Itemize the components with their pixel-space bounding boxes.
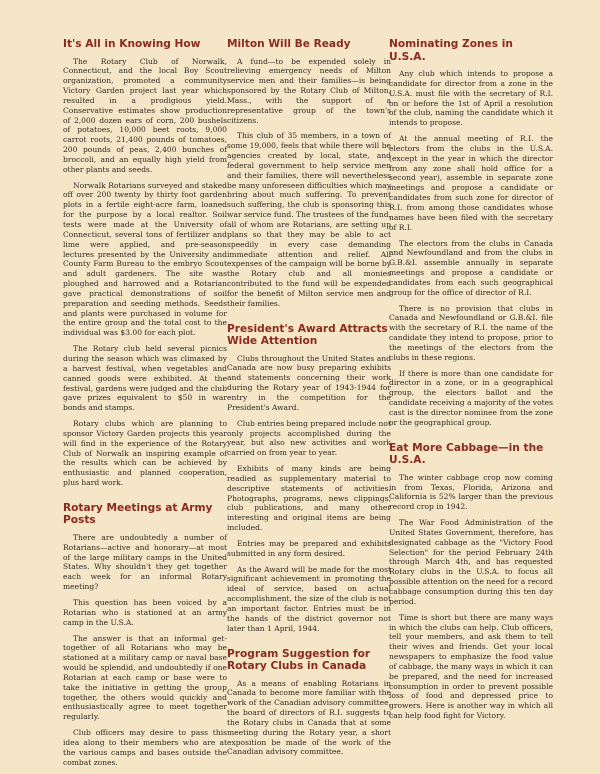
section-title: Eat More Cabbage—in the U.S.A. <box>389 441 544 467</box>
column-middle <box>227 38 391 763</box>
paragraph: Norwalk Rotarians surveyed and staked off over 200 twenty by thirty foot garden plots in a fertile eight-acre farm, loaned for the purpose by a local realtor. Soil tests were made at the University of Connecticut, several tons of fertilizer and lime were applied, and pre-season lectures presented by the University and County Farm Bureau to the embryo Scout and adult gardeners. The site was ploughed and harrowed and a Rotarian gave practical demonstrations of soil preparation and seeding methods. Seeds and plants were purchased in volume for the entire group and the total cost to the individual was $3.00 for each plot. <box>63 180 227 338</box>
paragraph: There are undoubtedly a number of Rotarians—active and honorary—at most of the large military camps in the United States. Why shouldn't they get together each week for an informal Rotary meeting? <box>63 532 227 592</box>
section-title: Nominating Zones in U.S.A. <box>389 38 513 63</box>
section-title: Rotary Meetings at Army Posts <box>63 501 213 527</box>
paragraph: If there is more than one candidate for director in a zone, or in a geographical group, the electors ballot and the candidate receiving a majority of the votes cast is the director nominee from the zone or the geographical group. <box>389 368 553 427</box>
paragraph: Clubs throughout the United States and Canada are now busy preparing exhibits and statements concerning their work during the Rotary year of 1943-1944 for entry in the competition for the President's Award. <box>227 353 391 412</box>
paragraph: Club officers may desire to pass this idea along to their members who are at the various camps and bases outside the combat zones. <box>63 728 227 767</box>
paragraph: Rotary clubs which are planning to sponsor Victory Garden projects this year will find in the experience of the Rotary Club of Norwalk an inspiring example of the results which can be achieved by enthusiastic and planned cooperation, plus hard work. <box>63 419 227 488</box>
paragraph: Exhibits of many kinds are being readied as supplementary material to descriptive statements of activities. Photographs, programs, news clippings, club publications, and many other interesting and original items are being included. <box>227 464 391 533</box>
column-right <box>389 38 553 727</box>
paragraph: The War Food Administration of the United States Government, therefore, has designated cabbage as the "Victory Food Selection" for the period February 24th through March 4th, and has requested Rotary clubs in the U.S.A. to focus all possible attention on the need for a record cabbage consumption during this ten day period. <box>389 518 553 606</box>
paragraph: This question has been voiced by a Rotarian who is stationed at an army camp in the U.S.A. <box>63 598 227 627</box>
paragraph: As a means of enabling Rotarians in Canada to become more familiar with the work of the Canadian advisory committee, the board of directors of R.I. suggests to the Rotary clubs in Canada that at some meeting during the Rotary year, a short exposition be made of the work of the Canadian advisory committee. <box>227 678 391 757</box>
paragraph: There is no provision that clubs in Canada and Newfoundland or G.B.&I. file with the secretary of R.I. the name of the candidate they intend to propose, prior to the meetings of the electors from the clubs in these regions. <box>389 303 553 362</box>
paragraph: At the annual meeting of R.I. the electors from the clubs in the U.S.A. (except in the year in which the director from any zone shall hold office for a second year), assemble in separate zone meetings and propose a candidate or candidates from such zone for director of R.I. from among those candidates whose names have been filed with the secretary of R.I. <box>389 134 553 232</box>
paragraph: As the Award will be made for the most significant achievement in promoting the ideal of service, based on actual accomplishment, the size of the club is not an important factor. Entries must be in the hands of the district governor not later than 1 April, 1944. <box>227 564 391 633</box>
section-title: Milton Will Be Ready <box>227 38 351 50</box>
section-title: President's Award Attracts Wide Attention <box>227 322 388 348</box>
paragraph: The Rotary club held several picnics during the season which was climaxed by a harvest festival, when vegetables and canned goods were exhibited. At the festival, gardens were judged and the club gave prizes equivalent to $50 in war bonds and stamps. <box>63 344 227 413</box>
paragraph: Entries may be prepared and exhibits submitted in any form desired. <box>227 538 391 558</box>
paragraph: The winter cabbage crop now coming in from Texas, Florida, Arizona and California is 52% larger than the previous record crop in 1942. <box>389 472 553 512</box>
paragraph: Any club which intends to propose a candidate for director from a zone in the U.S.A. must file with the secretary of R.I. on or before the 1st of April a resolution of the club, naming the candidate which it intends to propose. <box>389 69 553 128</box>
column-left <box>63 38 227 774</box>
paragraph: A fund—to be expended solely in relieving emergency needs of Milton service men and their families—is being sponsored by the Rotary Club of Milton, Mass., with the support of a representative group of the town's citizens. <box>227 56 391 125</box>
section-title: Program Suggestion for Rotary Clubs in Canada <box>227 647 371 673</box>
paragraph: Time is short but there are many ways in which the clubs can help. Club officers, tell your members, and ask them to tell their wives and friends. Get your local newspapers to emphasize the food value of cabbage, the many ways in which it can be prepared, and the need for increased consumption in order to prevent possible loss of food and depressed price to growers. Here is another way in which all can help food fight for Victory. <box>389 612 553 721</box>
paragraph: The Rotary Club of Norwalk, Connecticut, and the local Boy Scout organization, promoted a community Victory Garden project last year which resulted in a prodigious yield. Conservative estimates show production of 2,000 dozen ears of corn, 200 bushels of potatoes, 10,000 beet roots, 9,000 carrot roots, 21,400 pounds of tomatoes, 200 pounds of peas, 2,400 bunches of broccoli, and an equally high yield from other plants and seeds. <box>63 56 227 174</box>
paragraph: The answer is that an informal get-together of all Rotarians who may be stationed at a military camp or naval base would be splendid, and undoubtedly if one Rotarian at each camp or base were to take the initiative in getting the group together, the others would quickly and enthusiastically agree to meet together regularly. <box>63 633 227 722</box>
paragraph: The electors from the clubs in Canada and Newfoundland and from the clubs in G.B.&I. assemble annually in separate meetings and propose a candidate or candidates from each such geographical group for the office of director of R.I. <box>389 238 553 297</box>
section-title: It's All in Knowing How <box>63 38 201 50</box>
paragraph: Club entries being prepared include not only projects accomplished during the year, but also new activities and work carried on from year to year. <box>227 418 391 458</box>
paragraph: This club of 35 members, in a town of some 19,000, feels that while there will be agencies created by local, state, and federal government to help service men and their families, there will nevertheless be many unforeseen difficulties which may bring about much suffering. To prevent such suffering, the club is sponsoring this war service fund. The trustees of the fund, all of whom are Rotarians, are setting up plans so that they may be able to act speedily in every case demanding immediate attention and relief. All expenses of the campaign will be borne by the Rotary club and all monies contributed to the fund will be expended for the benefit of Milton service men and their families. <box>227 131 391 308</box>
